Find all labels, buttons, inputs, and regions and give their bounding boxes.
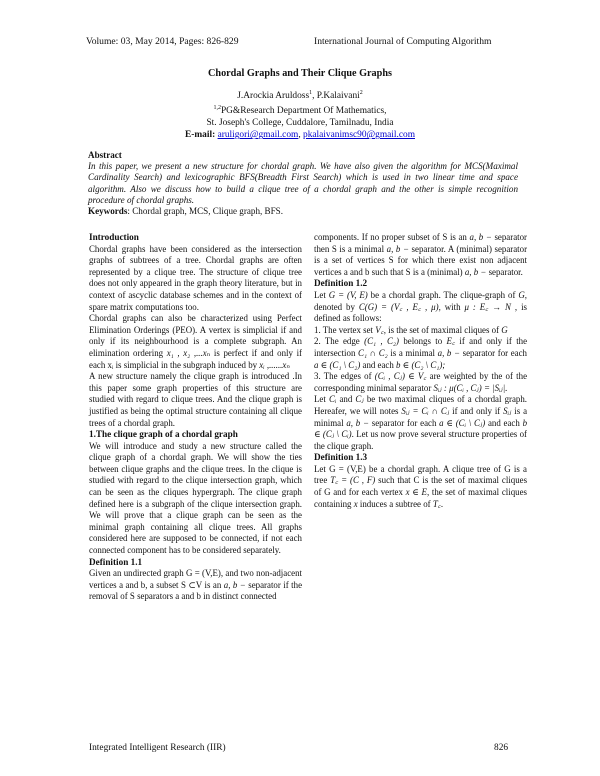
intro-paragraph-2: Chordal graphs can also be characterized using Perfect Elimination Orderings (PEO). A vertex is simplicial if and only if its neighbourhood is a complete subgraph. An elimination ordering x₁ , x₂ ,...xₙ is perfect if and only if each xᵢ is simplicial in the subgraph induced by xᵢ ,......xₙ [89,313,302,370]
right-column [314,232,527,510]
affiliation-2: St. Joseph's College, Cuddalore, Tamilnadu, India [206,118,394,129]
definition-1-1-heading: Definition 1.1 [89,556,143,567]
keywords-line: Keywords: Chordal graph, MCS, Clique graph, BFS. [88,206,284,217]
definition-1-3-text: Let G = (V,E) be a chordal graph. A clique tree of G is a tree T꜀ = (C , F) such that C is the set of maximal cliques of G and for each vertex x ∈ E, the set of maximal cliques containing x induces a subtree of T꜀. [314,463,528,509]
left-column [89,232,302,603]
email-link-1[interactable]: aruligori@gmail.com [217,130,299,141]
definition-item-3: 3. The edges of (Cᵢ , Cⱼ) ∈ V꜀ are weighted by the of the corresponding minimal separator Sᵢⱼ : μ(Cᵢ , Cⱼ) = |Sᵢⱼ|. [314,371,528,393]
email-link-2[interactable]: pkalaivanimsc90@gmail.com [303,130,415,141]
footer-publisher: Integrated Intelligent Research (IIR) [89,743,226,753]
page-number: 826 [494,743,509,753]
intro-heading: Introduction [89,232,139,242]
definition-1-1-text: Given an undirected graph G = (V,E), and two non-adjacent vertices a and b, a subset S ⊂V is an a, b − separator if the removal of S separators a and b in distinct connected [89,568,303,602]
abstract-section [88,150,518,217]
intro-paragraph-1: Chordal graphs have been considered as the intersection graphs of subtrees of a tree. Chordal graphs are often represented by a clique tree. The structure of clique tree does not only appeared in the graph theory literature, but in context of ascyclic database schemes and in the context of spare matrix computations too. [89,243,302,312]
email-line: E-mail: aruligori@gmail.com, pkalaivanimsc90@gmail.com [185,130,415,141]
definition-1-3-heading: Definition 1.3 [314,452,368,463]
running-header-left: Volume: 03, May 2014, Pages: 826-829 [86,36,239,47]
definition-1-2-intro: Let G = (V, E) be a chordal graph. The clique-graph of G, denoted by C(G) = (V꜀ , E꜀ , μ), with μ : E꜀ → N , is defined as follows: [314,289,528,324]
running-header-right: International Journal of Computing Algorithm [314,36,492,47]
abstract-text: In this paper, we present a new structure for chordal graph. We have also given the algorithm for MCS(Maximal Cardinality Search) and lexicographic BFS(Breadth First Search) which is used in two linear time and space algorithm. Also we discuss how to build a clique tree of a chordal graph and the other is simple recognition procedure of chordal graphs. [88,161,518,205]
section-1-heading: 1.The clique graph of a chordal graph [89,429,238,440]
author-block [0,87,600,141]
separator-paragraph: components. If no proper subset of S is an a, b − separator then S is a minimal a, b − separator. A (minimal) separator is a set of vertices S for which there exist non adjacent vertices a and b such that S is a (minimal) a, b − separator. [314,232,528,277]
definition-1-2-heading: Definition 1.2 [314,278,368,289]
section-1-paragraph: We will introduce and study a new structure called the clique graph of a chordal graph. We will show the ties between clique graphs and the clique trees. In the clique is studied with regard to the clique intersection graph, which can be seen as the cliques hypergraph. The clique graph defined here is a subgraph of the clique intersection graph. We will prove that a clique graph can be seen as the minimal graph containing all clique trees. All graphs considered here are supposed to be connected, if not each connected component has to be considered separately. [89,440,302,556]
intro-paragraph-3: A new structure namely the clique graph is introduced .In this paper some graph properties of this structure are studied with regard to clique trees. And the clique graph is justified as being the optimal structure containing all clique trees of a chordal graph. [89,371,302,428]
definition-item-1: 1. The vertex set V꜀, is the set of maximal cliques of G [314,324,508,335]
clique-notation-paragraph: Let Cᵢ and Cⱼ be two maximal cliques of a chordal graph. Hereafer, we will notes Sᵢⱼ = Cᵢ ∩ Cⱼ if and only if Sᵢⱼ is a minimal a, b − separator for each a ∈ (Cᵢ \ Cⱼ) and each b ∈ (Cⱼ \ Cᵢ). Let us now prove several structure properties of the clique graph. [314,394,528,451]
author-names: J.Arockia Aruldoss$^1$, P.Kalaivani$^2$ [237,90,363,102]
affiliation-1: $^{1,2}$PG&Research Department Of Mathematics, [213,105,387,117]
definition-item-2: 2. The edge (C₁ , C₂) belongs to E꜀ if and only if the intersection C₁ ∩ C₂ is a minimal a, b − separator for each a ∈ (C₁ \ C₂) and each b ∈ (C₂ \ C₁); [314,336,528,370]
paper-title: Chordal Graphs and Their Clique Graphs [208,68,392,79]
abstract-heading: Abstract [88,150,122,160]
